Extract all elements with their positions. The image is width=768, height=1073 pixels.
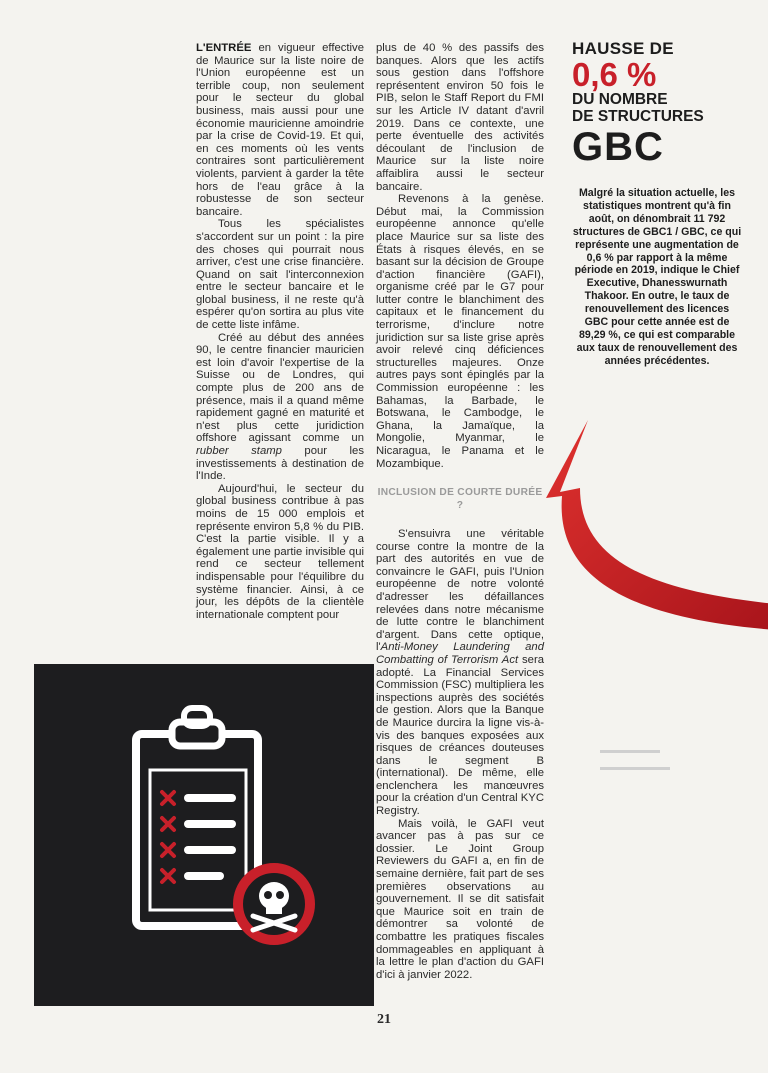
paragraph bbox=[376, 528, 544, 818]
paragraph-text: en vigueur effective de Maurice sur la liste noire de l'Union européenne est un terrible coup, non seulement pour le secteur du global business, mais aussi pour une économie mauricienne amoindrie par la crise de Covid-19. Et qui, en ces moments où les vents contraires sont particulièrement violents, parvient à garder la tête hors de l'eau grâce à la robustesse de son secteur bancaire. bbox=[196, 42, 364, 218]
paragraph-text: pour les investissements à destination de l'Inde. bbox=[196, 445, 364, 483]
paragraph: Revenons à la genèse. Début mai, la Commission européenne annonce qu'elle place Maurice sur sa liste des États à risques élevés, en se basant sur la décision de Groupe d'action financière (GAFI), organisme créé par le G7 pour lutter contre le blanchiment des capitaux et le financement du terrorisme, d'inclure notre juridiction sur sa liste grise après avoir relevé cinq déficiences structurelles majeures. Onze autres pays sont épinglés par la Commission européenne : les Bahamas, la Barbade, le Botswana, le Cambodge, le Ghana, la Jamaïque, la Mongolie, Myanmar, le Nicaragua, le Panama et le Mozambique. bbox=[376, 193, 544, 470]
lead-word: L'ENTRÉE bbox=[196, 42, 252, 54]
arrow-up-icon bbox=[540, 400, 768, 630]
emphasis-text: Anti-Money Laundering and Combatting of Terrorism Act bbox=[376, 641, 544, 666]
paragraph: plus de 40 % des passifs des banques. Alors que les actifs sous gestion dans l'offshore représentent environ 50 fois le PIB, selon le Staff Report du FMI sur les Article IV datant d'avril 2019. Dans ce contexte, une perte éventuelle des activités découlant de l'inclusion de Maurice sur la liste noire affaiblira aussi le secteur bancaire. bbox=[376, 42, 544, 193]
skull-crossbones-icon bbox=[238, 868, 310, 940]
illustration-photo bbox=[34, 664, 374, 1006]
article-column-2 bbox=[376, 42, 544, 470]
section-subhead: INCLUSION DE COURTE DURÉE ? bbox=[377, 487, 543, 511]
page-number: 21 bbox=[377, 1012, 391, 1027]
sidebar-box bbox=[572, 40, 742, 368]
paragraph: Mais voilà, le GAFI veut avancer pas à pas sur ce dossier. Le Joint Group Reviewers du GAFI a, en fin de semaine dernière, fait part de ses premières observations au gouvernement. Il se dit satisfait que Maurice soit en train de démontrer sa volonté de combattre les pratiques fiscales dommageables en appliquant à la lettre le plan d'action du GAFI d'ici à janvier 2022. bbox=[376, 817, 544, 981]
paragraph: Aujourd'hui, le secteur du global business contribue à pas moins de 15 000 emplois et représente environ 5,8 % du PIB. C'est la partie visible. Il y a également une partie invisible qui rend ce secteur tellement indispensable pour l'équilibre du système financier. Ainsi, à ce jour, les dépôts de la clientèle internationale comptent pour bbox=[196, 482, 364, 621]
background-ghost-text: ▬▬▬▬▬▬▬ bbox=[600, 762, 670, 773]
article-column-3 bbox=[376, 528, 544, 981]
background-ghost-text: ▬▬▬▬▬▬ bbox=[600, 745, 660, 756]
sidebar-title-line: DU NOMBRE bbox=[572, 91, 668, 108]
sidebar-percentage: 0,6 % bbox=[572, 56, 657, 93]
paragraph-text: sera adopté. La Financial Services Commission (FSC) multipliera les inspections auprès des sociétés de gestion. Alors que la Banque de Maurice durcira la ligne vis-à-vis des banques exposées aux risques de créances douteuses dans le segment B (international). De même, elle enclenchera les manœuvres pour la création d'un Central KYC Registry. bbox=[376, 653, 544, 818]
clipboard-checklist-icon bbox=[34, 664, 374, 1006]
paragraph-text: S'ensuivra une véritable course contre la montre de la part des autorités en vue de convaincre le GAFI, puis l'Union européenne de notre volonté d'adresser les défaillances relevées dans notre mécanisme de lutte contre le blanchiment d'argent. Dans cette optique, l' bbox=[376, 528, 544, 654]
paragraph bbox=[196, 332, 364, 483]
paragraph bbox=[196, 42, 364, 218]
sidebar-body: Malgré la situation actuelle, les statistiques montrent qu'à fin août, on dénombrait 11 792 structures de GBC1 / GBC, ce qui représente une augmentation de 0,6 % par rapport à la même période en 2019, indique le Chief Executive, Dhanesswurnath Thakoor. En outre, le taux de renouvellement des licences GBC pour cette année est de 89,29 %, ce qui est comparable aux taux de renouvellement des années précédentes. bbox=[572, 187, 742, 367]
sidebar-title-line: HAUSSE DE bbox=[572, 39, 674, 58]
sidebar-gbc-label: GBC bbox=[572, 125, 664, 169]
sidebar-title-line: DE STRUCTURES bbox=[572, 107, 704, 125]
article-column-1 bbox=[196, 42, 364, 621]
emphasis-text: rubber stamp bbox=[196, 445, 282, 457]
paragraph: Tous les spécialistes s'accordent sur un point : la pire des choses qui pourrait nous arriver, c'est une crise financière. Quand on sait l'interconnexion entre le secteur bancaire et le global business, il ne reste qu'à espérer qu'on sortira au plus vite de cette liste infâme. bbox=[196, 218, 364, 332]
paragraph-text: Créé au début des années 90, le centre financier mauricien est loin d'avoir l'expertise de la Suisse ou de Londres, qui compte plus de 200 ans de présence, mais il a quand même rapidement gagné en maturité et n'est plus cette juridiction offshore agissant comme un bbox=[196, 331, 364, 445]
